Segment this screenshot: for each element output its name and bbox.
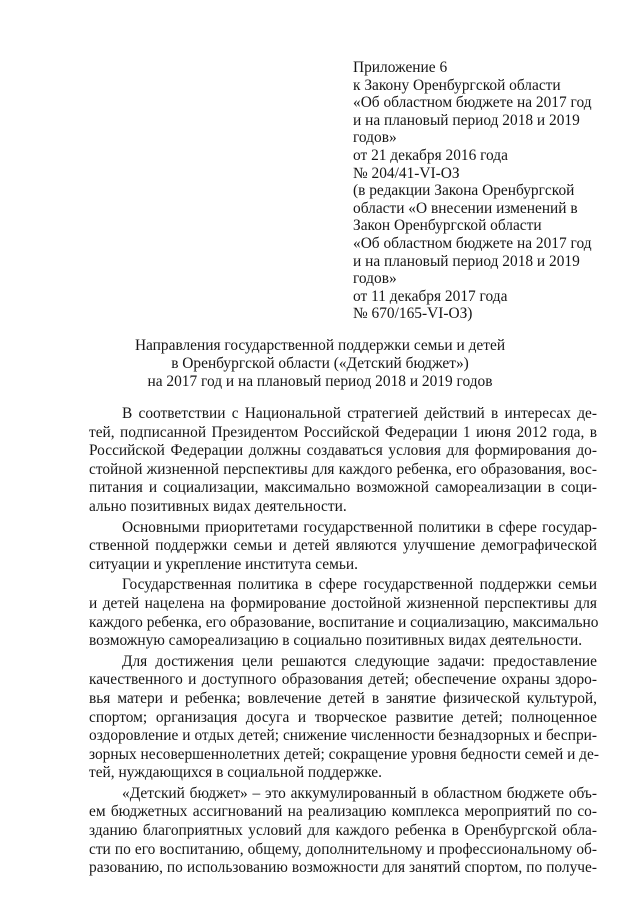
appendix-line: и на плановый период 2018 и 2019 (353, 111, 580, 129)
appendix-line: Приложение 6 (353, 59, 448, 76)
appendix-header (353, 59, 613, 323)
title-line: на 2017 год и на плановый период 2018 и 2019 годов (147, 373, 493, 390)
appendix-line: «Об областном бюджете на 2017 год (353, 94, 592, 112)
paragraph (89, 576, 597, 650)
appendix-line: годов» (353, 129, 397, 147)
paragraph (89, 405, 597, 517)
paragraph-line: тей, нуждающихся в социальной поддержке. (89, 764, 382, 782)
appendix-line: и на плановый период 2018 и 2019 (353, 252, 580, 270)
paragraph-line: зданию благоприятных условий для каждого ребенка в Оренбургской обла- (89, 822, 597, 840)
appendix-line: № 670/165-VI-ОЗ) (353, 305, 473, 323)
paragraph-line: Российской Федерации должны создаваться условия для формирования до- (89, 442, 597, 460)
appendix-line: от 21 декабря 2016 года (353, 146, 508, 164)
appendix-line: к Закону Оренбургской области (353, 76, 561, 94)
paragraph-line: ственной поддержки семьи и детей являются улучшение демографической (89, 537, 597, 555)
appendix-line: Закон Оренбургской области (353, 217, 542, 235)
appendix-line: годов» (353, 270, 397, 288)
paragraph-line: питания и социализации, максимально возможной самореализации в соци- (89, 479, 597, 497)
paragraph (89, 653, 597, 783)
paragraph-line: В соответствии с Национальной стратегией действий в интересах де- (122, 405, 597, 422)
paragraph (89, 785, 597, 878)
paragraph-line: разованию, по использованию возможности для занятий спортом, по получе- (89, 859, 597, 877)
paragraph-line: возможную самореализацию в социально позитивных видах деятельности. (89, 632, 583, 650)
appendix-line: (в редакции Закона Оренбургской (353, 182, 575, 200)
paragraph-line: ситуации и укрепление института семьи. (89, 555, 358, 573)
paragraph-line: ем бюджетных ассигнований на реализацию комплекса мероприятий по со- (89, 803, 597, 821)
paragraph-line: тей, подписанной Президентом Российской Федерации 1 июня 2012 года, в (89, 423, 597, 441)
paragraph-line: зорных несовершеннолетних детей; сокращение уровня бедности семей и де- (89, 745, 599, 763)
paragraph-line: оздоровление и отдых детей; снижение численности безнадзорных и беспри- (89, 727, 597, 745)
paragraph-line: и детей нацелена на формирование достойной жизненной перспективы для (89, 594, 597, 612)
document-body (89, 405, 597, 878)
paragraph-line: сти по его воспитанию, общему, дополнительному и профессиональному об- (89, 840, 597, 858)
appendix-line: «Об областном бюджете на 2017 год (353, 234, 592, 252)
appendix-line: области «О внесении изменений в (353, 199, 578, 217)
paragraph-line: Основными приоритетами государственной политики в сфере государ- (122, 518, 597, 536)
paragraph-line: спортом; организация досуга и творческое развитие детей; полноценное (89, 708, 597, 726)
paragraph-line: Государственная политика в сфере государственной поддержки семьи (122, 576, 597, 594)
paragraph-line: ально позитивных видах деятельности. (89, 497, 347, 515)
paragraph (89, 519, 597, 575)
paragraph-line: вья матери и ребенка; вовлечение детей в занятие физической культурой, (89, 689, 597, 707)
paragraph-line: качественного и доступного образования детей; обеспечение охраны здоро- (89, 671, 597, 689)
paragraph-line: стойной жизненной перспективы для каждого ребенка, его образования, вос- (89, 460, 597, 478)
paragraph-line: «Детский бюджет» – это аккумулированный в областном бюджете объ- (122, 784, 597, 802)
paragraph-line: каждого ребенка, его образование, воспитание и социализацию, максимально (89, 613, 599, 631)
title-line: Направления государственной поддержки семьи и детей (134, 337, 506, 354)
document-title (60, 337, 580, 391)
appendix-line: № 204/41-VI-ОЗ (353, 164, 460, 182)
title-line: в Оренбургской области («Детский бюджет») (171, 355, 469, 372)
appendix-line: от 11 декабря 2017 года (353, 287, 508, 305)
paragraph-line: Для достижения цели решаются следующие задачи: предоставление (122, 652, 597, 670)
